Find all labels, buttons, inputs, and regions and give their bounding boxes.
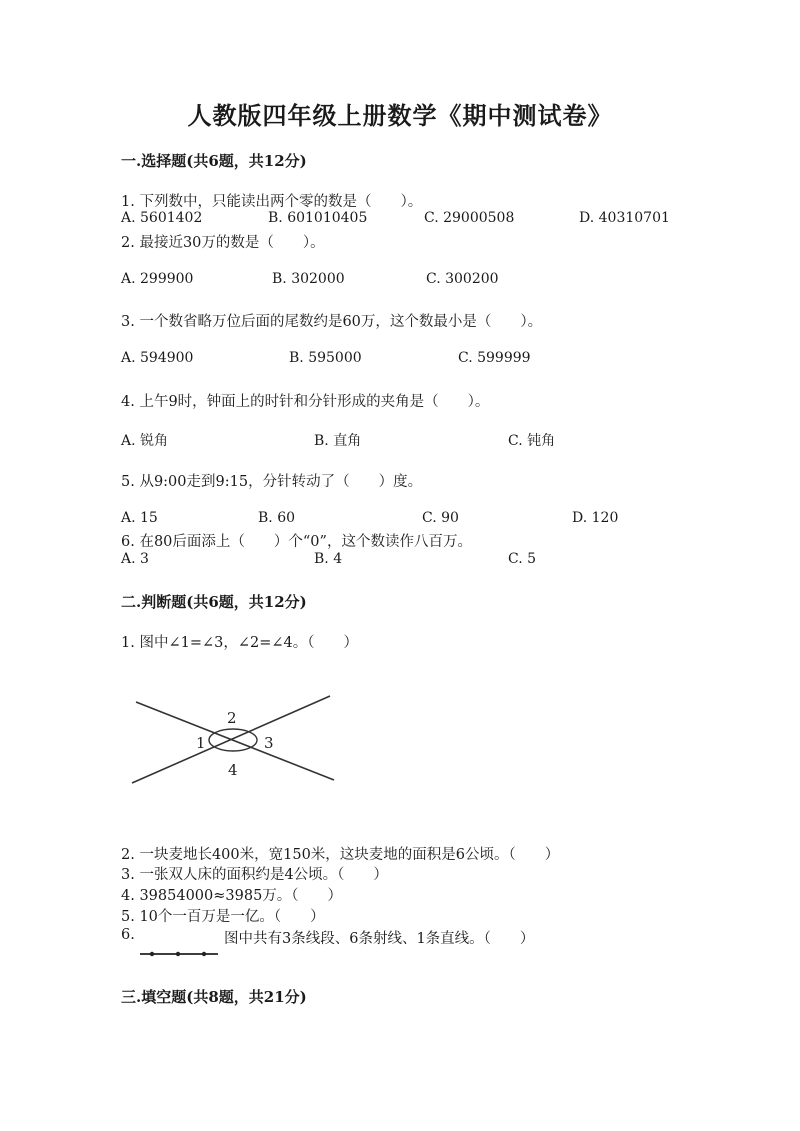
point (176, 952, 180, 956)
option: B. 595000 (289, 350, 362, 366)
option: A. 5601402 (121, 210, 203, 226)
page-title: 人教版四年级上册数学《期中测试卷》 (187, 101, 613, 130)
option: D. 40310701 (579, 210, 670, 226)
option: B. 601010405 (268, 210, 368, 226)
option: B. 60 (258, 510, 296, 526)
point (202, 952, 206, 956)
question-text: 6. 在80后面添上（ ）个“0”，这个数读作八百万。 (121, 534, 472, 550)
option: C. 300200 (426, 271, 499, 287)
question-text: 3. 一个数省略万位后面的尾数约是60万，这个数最小是（ ）。 (121, 314, 543, 330)
option: C. 29000508 (424, 210, 515, 226)
angle-label-4: 4 (228, 761, 238, 779)
angle-label-1: 1 (196, 734, 206, 752)
option: B. 4 (314, 551, 343, 567)
option: C. 90 (422, 510, 459, 526)
line-segment-figure (138, 948, 220, 960)
option: A. 594900 (121, 350, 194, 366)
question-text: 2. 最接近30万的数是（ ）。 (121, 235, 325, 251)
section-heading-judgement: 二.判断题(共6题，共12分) (121, 593, 307, 611)
question-text: 4. 上午9时，钟面上的时针和分针形成的夹角是（ ）。 (121, 394, 490, 410)
question-text: 图中共有3条线段、6条射线、1条直线。（ ） (224, 931, 535, 947)
angle-label-3: 3 (264, 734, 274, 752)
question-text: 2. 一块麦地长400米，宽150米，这块麦地的面积是6公顷。（ ） (121, 847, 560, 863)
section-heading-fill: 三.填空题(共8题，共21分) (121, 988, 307, 1006)
option: C. 5 (508, 551, 537, 567)
question-number: 6. (121, 927, 135, 943)
option: A. 299900 (121, 271, 194, 287)
option: A. 3 (121, 551, 149, 567)
question-text: 5. 从9:00走到9:15，分针转动了（ ）度。 (121, 474, 423, 490)
option: B. 302000 (272, 271, 345, 287)
option: C. 599999 (458, 350, 531, 366)
question-text: 4. 39854000≈3985万。（ ） (121, 888, 343, 904)
question-text: 3. 一张双人床的面积约是4公顷。（ ） (121, 867, 388, 883)
option: C. 钝角 (508, 433, 556, 449)
section-heading-choice: 一.选择题(共6题，共12分) (121, 152, 307, 170)
angle-label-2: 2 (227, 709, 237, 727)
question-text: 5. 10个一百万是一亿。（ ） (121, 909, 325, 925)
option: B. 直角 (314, 433, 362, 449)
option: A. 锐角 (121, 433, 169, 449)
question-text: 1. 下列数中，只能读出两个零的数是（ ）。 (121, 194, 423, 210)
question-text: 1. 图中∠1=∠3，∠2=∠4。（ ） (121, 635, 358, 651)
option: A. 15 (121, 510, 158, 526)
point (150, 952, 154, 956)
option: D. 120 (572, 510, 619, 526)
intersecting-lines-figure (128, 688, 338, 798)
